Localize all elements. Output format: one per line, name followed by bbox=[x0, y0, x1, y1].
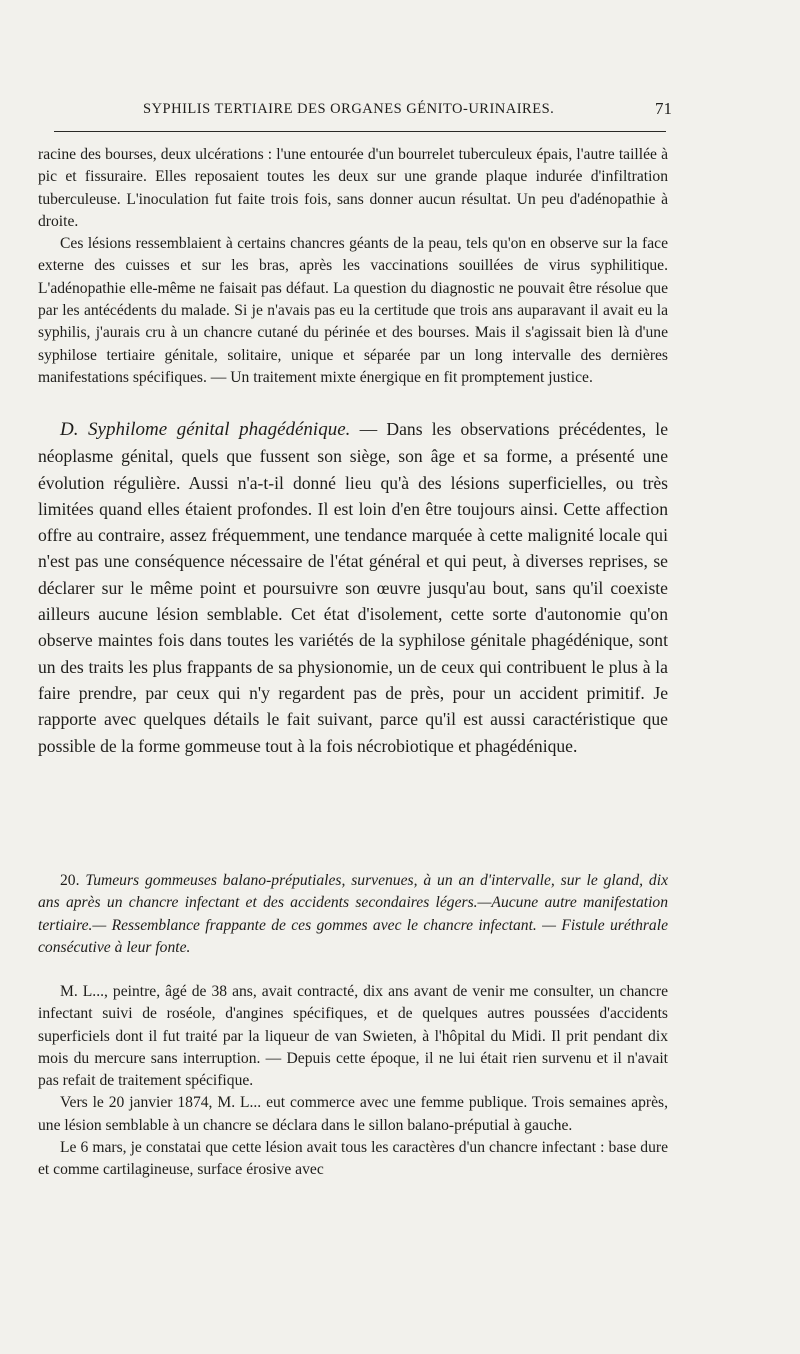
observation-number: 20. bbox=[60, 872, 80, 889]
section-d bbox=[38, 416, 668, 759]
section-paragraph bbox=[38, 416, 668, 759]
paragraph: M. L..., peintre, âgé de 38 ans, avait contracté, dix ans avant de venir me consulter, un chancre infectant suivi de roséole, d'angines spécifiques, et de quelques autres poussées d'accidents superficiels dont il fut traité par la liqueur de van Swieten, à l'hôpital du Midi. Il prit pendant dix mois du mercure sans interruption. — Depuis cette époque, il ne lui était rien survenu et il n'avait pas refait de traitement spécifique. bbox=[38, 983, 668, 1090]
observation-title-text: Tumeurs gommeuses balano-préputiales, survenues, à un an d'intervalle, sur le gland, dix ans après un chancre infectant et des accidents secondaires légers.—Aucune autre manifestation tertiaire.— Ressemblance frappante de ces gommes avec le chancre infectant. — Fistule uréthrale consécutive à leur fonte. bbox=[38, 872, 668, 956]
header-rule bbox=[54, 131, 666, 132]
observation-continuation bbox=[38, 144, 668, 389]
page-number: 71 bbox=[655, 99, 672, 118]
observation-body bbox=[38, 981, 668, 1182]
paragraph: Ces lésions ressemblaient à certains chancres géants de la peau, tels qu'on en observe sur la face externe des cuisses et sur les bras, après les vaccinations souillées de virus syphilitique. L'adénopathie elle-même ne faisait pas défaut. La question du diagnostic ne pouvait être résolue que par les antécédents du malade. Si je n'avais pas eu la certitude que trois ans auparavant il avait eu la syphilis, j'aurais cru à un chancre cutané du périnée et des bourses. Mais il s'agissait bien là d'une syphilose tertiaire génitale, solitaire, unique et séparée par un long intervalle des dernières manifestations spécifiques. — Un traitement mixte énergique en fit promptement justice. bbox=[38, 235, 668, 386]
section-heading: D. Syphilome génital phagédénique. bbox=[60, 419, 351, 440]
paragraph: racine des bourses, deux ulcérations : l'une entourée d'un bourrelet tuberculeux épais, l'autre taillée à pic et fissuraire. Elles reposaient toutes les deux sur une grande plaque indurée d'infiltration tuberculeuse. L'inoculation fut faite trois fois, sans donner aucun résultat. Un peu d'adénopathie à droite. bbox=[38, 146, 668, 230]
paragraph: Le 6 mars, je constatai que cette lésion avait tous les caractères d'un chancre infectant : base dure et comme cartilagineuse, surface érosive avec bbox=[38, 1139, 668, 1179]
running-title: SYPHILIS TERTIAIRE DES ORGANES GÉNITO-URINAIRES. bbox=[143, 101, 555, 117]
section-text: — Dans les observations précédentes, le néoplasme génital, quels que fussent son siège, son âge et sa forme, a présenté une évolution régulière. Aussi n'a-t-il donné lieu qu'à des lésions superficielles, ou très limitées quand elles étaient profondes. Il est loin d'en être toujours ainsi. Cette affection offre au contraire, assez fréquemment, une tendance marquée à cette malignité locale qui n'est pas une conséquence nécessaire de l'état général et qui peut, à diverses reprises, se déclarer sur le même point et poursuivre son œuvre jusqu'au bout, sans qu'il coexiste ailleurs aucune lésion semblable. Cet état d'isolement, cette sorte d'autonomie qu'on observe maintes fois dans toutes les variétés de la syphilose génitale phagédénique, sont un des traits les plus frappants de sa physionomie, un de ceux qui contribuent le plus à la faire prendre, par ceux qui n'y regardent pas de près, pour un accident primitif. Je rapporte avec quelques détails le fait suivant, parce qu'il est aussi caractéristique que possible de la forme gommeuse tout à la fois nécrobiotique et phagédénique. bbox=[38, 419, 669, 756]
book-page bbox=[38, 0, 672, 1354]
observation-heading bbox=[38, 870, 668, 959]
paragraph: Vers le 20 janvier 1874, M. L... eut commerce avec une femme publique. Trois semaines après, une lésion semblable à un chancre se déclara dans le sillon balano-préputial à gauche. bbox=[38, 1094, 668, 1134]
observation-title bbox=[38, 870, 668, 959]
